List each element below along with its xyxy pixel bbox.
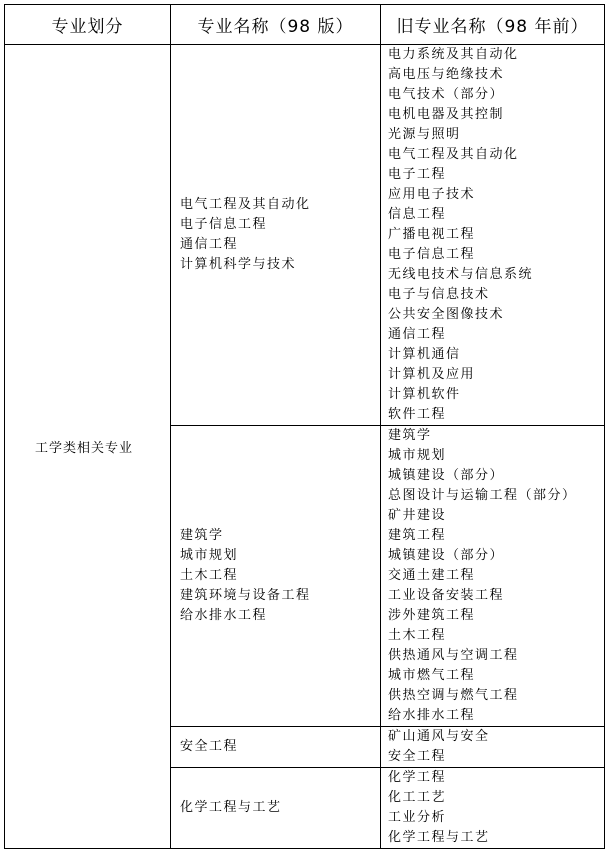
- new-major-cell: [171, 45, 381, 426]
- old-major-name: 计算机软件: [388, 387, 461, 402]
- old-major-name: 城市规划: [388, 448, 447, 463]
- old-major-name: 建筑工程: [388, 528, 447, 543]
- old-major-name: 城市燃气工程: [388, 668, 476, 683]
- old-major-name: 工业设备安装工程: [388, 588, 505, 603]
- new-major-name: 建筑学: [180, 528, 224, 543]
- new-major-name: 土木工程: [180, 568, 239, 583]
- old-major-name: 电气工程及其自动化: [388, 147, 519, 162]
- major-table: [4, 4, 605, 849]
- old-major-name: 电气技术（部分）: [388, 87, 505, 102]
- old-major-name: 高电压与绝缘技术: [388, 67, 505, 82]
- old-major-cell: [381, 426, 605, 727]
- old-major-cell: [381, 45, 605, 426]
- old-major-name: 电子工程: [388, 167, 447, 182]
- table-body: [5, 45, 605, 849]
- new-major-name: 电气工程及其自动化: [180, 197, 311, 212]
- new-major-name: 电子信息工程: [180, 217, 268, 232]
- old-major-name: 应用电子技术: [388, 187, 476, 202]
- old-major-name: 供热通风与空调工程: [388, 648, 519, 663]
- old-major-name: 无线电技术与信息系统: [388, 267, 534, 282]
- old-major-name: 化学工程: [388, 770, 447, 785]
- old-major-name: 电子信息工程: [388, 247, 476, 262]
- old-major-name: 总图设计与运输工程（部分）: [388, 488, 577, 503]
- category-cell: 工学类相关专业: [5, 45, 171, 849]
- new-major-name: 安全工程: [180, 739, 239, 754]
- old-major-name: 计算机及应用: [388, 367, 476, 382]
- old-major-name: 通信工程: [388, 327, 447, 342]
- new-major-name: 给水排水工程: [180, 608, 268, 623]
- old-major-name: 给水排水工程: [388, 708, 476, 723]
- old-major-name: 信息工程: [388, 207, 447, 222]
- new-major-name: 化学工程与工艺: [180, 800, 282, 815]
- old-major-name: 工业分析: [388, 810, 447, 825]
- header-old-major: 旧专业名称（98 年前）: [381, 5, 605, 45]
- header-category: 专业划分: [5, 5, 171, 45]
- old-major-cell: [381, 727, 605, 768]
- old-major-name: 城镇建设（部分）: [388, 548, 505, 563]
- old-major-cell: [381, 768, 605, 849]
- header-row: [5, 5, 605, 45]
- old-major-name: 交通土建工程: [388, 568, 476, 583]
- old-major-name: 建筑学: [388, 428, 432, 443]
- header-new-major: 专业名称（98 版）: [171, 5, 381, 45]
- new-major-cell: [171, 727, 381, 768]
- old-major-name: 化工工艺: [388, 790, 447, 805]
- old-major-name: 公共安全图像技术: [388, 307, 505, 322]
- old-major-name: 电子与信息技术: [388, 287, 490, 302]
- old-major-name: 矿井建设: [388, 508, 447, 523]
- old-major-name: 软件工程: [388, 407, 447, 422]
- new-major-cell: [171, 768, 381, 849]
- old-major-name: 光源与照明: [388, 127, 461, 142]
- old-major-name: 城镇建设（部分）: [388, 468, 505, 483]
- new-major-name: 城市规划: [180, 548, 239, 563]
- old-major-name: 电力系统及其自动化: [388, 47, 519, 62]
- old-major-name: 电机电器及其控制: [388, 107, 505, 122]
- new-major-name: 计算机科学与技术: [180, 257, 297, 272]
- old-major-name: 计算机通信: [388, 347, 461, 362]
- new-major-name: 通信工程: [180, 237, 239, 252]
- old-major-name: 矿山通风与安全: [388, 729, 490, 744]
- old-major-name: 涉外建筑工程: [388, 608, 476, 623]
- old-major-name: 供热空调与燃气工程: [388, 688, 519, 703]
- old-major-name: 广播电视工程: [388, 227, 476, 242]
- old-major-name: 化学工程与工艺: [388, 830, 490, 845]
- table-row: [5, 45, 605, 426]
- new-major-cell: [171, 426, 381, 727]
- old-major-name: 土木工程: [388, 628, 447, 643]
- new-major-name: 建筑环境与设备工程: [180, 588, 311, 603]
- old-major-name: 安全工程: [388, 749, 447, 764]
